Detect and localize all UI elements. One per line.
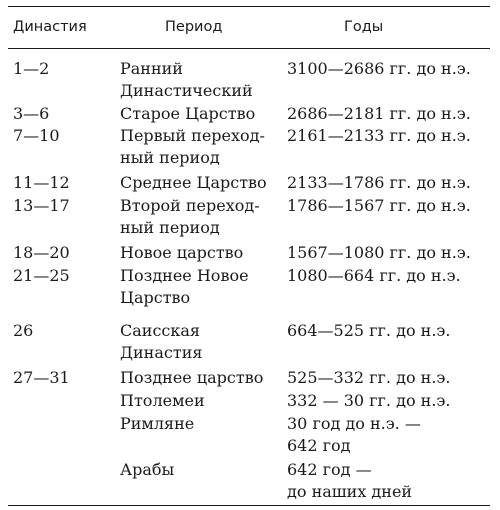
cell-period: Позднее Новое Царство: [120, 266, 249, 307]
cell-years: 1080—664 гг. до н.э.: [287, 266, 461, 285]
table-header-rule: [8, 48, 490, 49]
cell-dynasty: 26: [13, 321, 34, 340]
cell-period: Арабы: [120, 460, 175, 479]
cell-period: Птолемеи: [120, 391, 205, 410]
cell-years: 2686—2181 гг. до н.э.: [287, 104, 471, 123]
cell-period: Позднее царство: [120, 368, 264, 387]
cell-years: 525—332 гг. до н.э.: [287, 368, 451, 387]
cell-period: Ранний Династический: [120, 59, 253, 100]
cell-years: 664—525 гг. до н.э.: [287, 321, 451, 340]
cell-dynasty: 13—17: [13, 196, 70, 215]
cell-period: Старое Царство: [120, 104, 256, 123]
cell-period: Первый переход- ный период: [120, 126, 265, 167]
header-dynasty: Династия: [13, 19, 87, 35]
cell-period: Среднее Царство: [120, 173, 267, 192]
header-period: Период: [165, 19, 223, 35]
table-top-rule: [8, 6, 490, 7]
cell-years: 332 — 30 гг. до н.э.: [287, 391, 451, 410]
table-bottom-rule: [8, 505, 490, 506]
cell-period: Римляне: [120, 414, 195, 433]
cell-dynasty: 3—6: [13, 104, 50, 123]
cell-dynasty: 11—12: [13, 173, 70, 192]
cell-period: Второй переход- ный период: [120, 196, 260, 237]
cell-years: 2161—2133 гг. до н.э.: [287, 126, 471, 145]
cell-dynasty: 21—25: [13, 266, 70, 285]
cell-years: 3100—2686 гг. до н.э.: [287, 59, 471, 78]
header-years: Годы: [344, 19, 384, 35]
cell-period: Новое царство: [120, 243, 244, 262]
cell-years: 1786—1567 гг. до н.э.: [287, 196, 471, 215]
cell-dynasty: 27—31: [13, 368, 70, 387]
cell-years: 30 год до н.э. — 642 год: [287, 414, 421, 455]
cell-period: Саисская Династия: [120, 321, 203, 362]
cell-dynasty: 7—10: [13, 126, 60, 145]
cell-years: 1567—1080 гг. до н.э.: [287, 243, 471, 262]
cell-dynasty: 18—20: [13, 243, 70, 262]
cell-dynasty: 1—2: [13, 59, 50, 78]
cell-years: 642 год — до наших дней: [287, 460, 413, 501]
cell-years: 2133—1786 гг. до н.э.: [287, 173, 471, 192]
